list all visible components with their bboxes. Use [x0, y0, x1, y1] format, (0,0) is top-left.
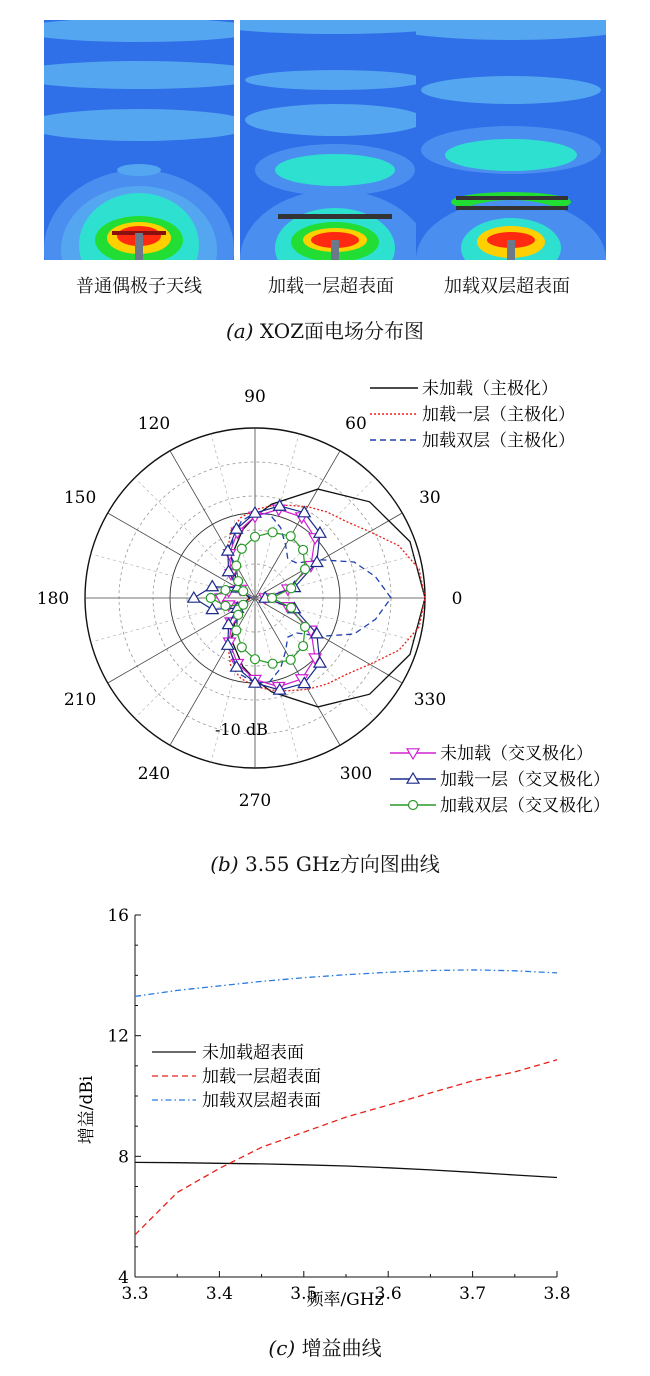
polar-marker-5-18 — [251, 655, 260, 664]
gain-xlabel: 频率/GHz — [306, 1290, 384, 1310]
polar-chart — [0, 340, 650, 850]
legend-top-label-1: 加载一层（主极化） — [422, 405, 575, 425]
angle-label-150: 150 — [63, 488, 97, 508]
angle-label-330: 330 — [413, 690, 447, 710]
polar-marker-5-21 — [299, 642, 308, 651]
gain-xtick-label-2: 3.5 — [290, 1284, 318, 1304]
polar-marker-5-5 — [268, 528, 277, 537]
polar-spoke-60 — [255, 451, 340, 598]
gain-xtick-label-5: 3.8 — [543, 1284, 571, 1304]
gain-ylabel: 增益/dBi — [77, 1075, 97, 1145]
caption-b-text: 3.55 GHz方向图曲线 — [244, 852, 440, 876]
field-image-one — [240, 20, 430, 260]
gain-ytick-label-3: 16 — [107, 906, 129, 926]
polar-marker-5-15 — [234, 610, 243, 619]
polar-marker-5-17 — [237, 643, 246, 652]
caption-c — [0, 1332, 650, 1361]
field-image-plain — [44, 20, 234, 260]
caption-b-tag: (b) — [210, 852, 239, 876]
field-image-two — [416, 20, 606, 260]
legend-bottom-marker-0 — [407, 749, 419, 759]
gain-ytick-label-1: 8 — [118, 1147, 129, 1168]
angle-label-90: 90 — [244, 387, 266, 407]
gain-legend-label-0: 未加载超表面 — [202, 1043, 304, 1063]
polar-marker-5-4 — [286, 532, 295, 541]
legend-top-label-2: 加载双层（主极化） — [422, 431, 575, 451]
polar-marker-5-2 — [301, 565, 310, 574]
polar-spoke-75 — [255, 434, 299, 598]
legend-bottom-marker-2 — [409, 801, 418, 810]
polar-marker-5-13 — [221, 601, 230, 610]
polar-marker-5-0 — [268, 594, 277, 603]
gain-legend — [152, 1042, 321, 1111]
polar-marker-5-8 — [232, 561, 241, 570]
polar-marker-5-23 — [287, 603, 296, 612]
angle-label-210: 210 — [63, 690, 97, 710]
angle-label-120: 120 — [137, 414, 171, 435]
polar-spoke-30 — [255, 513, 402, 598]
gain-ytick-label-0: 4 — [118, 1268, 129, 1288]
field-map-one — [240, 20, 430, 260]
polar-marker-5-10 — [239, 587, 248, 596]
polar-marker-5-11 — [221, 586, 230, 595]
field-map-plain — [44, 20, 234, 260]
polar-marker-5-16 — [232, 626, 241, 635]
caption-a-tag: (a) — [225, 319, 254, 343]
gain-legend-label-1: 加载一层超表面 — [202, 1067, 321, 1087]
caption-b — [0, 848, 650, 877]
legend-bottom-label-2: 加载双层（交叉极化） — [440, 796, 610, 816]
polar-marker-5-20 — [286, 655, 295, 664]
legend-top-label-0: 未加载（主极化） — [422, 379, 558, 399]
image-label-two: 加载双层超表面 — [444, 276, 570, 297]
polar-spoke-330 — [255, 598, 402, 683]
polar-marker-5-6 — [251, 532, 260, 541]
polar-marker-5-22 — [301, 622, 310, 631]
gain-xtick-label-0: 3.3 — [121, 1284, 149, 1304]
angle-label-270: 270 — [238, 791, 272, 811]
angle-label-30: 30 — [419, 488, 441, 508]
polar-marker-5-7 — [237, 544, 246, 553]
legend-top — [370, 379, 575, 451]
gain-series — [135, 970, 557, 1235]
polar-grid — [85, 428, 425, 768]
gain-series-2 — [135, 970, 557, 997]
polar-marker-5-14 — [239, 600, 248, 609]
legend-bottom-label-0: 未加载（交叉极化） — [440, 744, 593, 764]
angle-label-300: 300 — [339, 763, 373, 784]
polar-spoke-15 — [255, 554, 419, 598]
angle-label-180: 180 — [36, 589, 70, 609]
gain-axes — [107, 906, 570, 1304]
gain-series-1 — [135, 1060, 557, 1235]
gain-series-0 — [135, 1162, 557, 1177]
legend-bottom — [390, 744, 610, 816]
polar-marker-5-19 — [268, 659, 277, 668]
gain-legend-label-2: 加载双层超表面 — [202, 1091, 321, 1111]
gain-xtick-label-4: 3.7 — [459, 1284, 487, 1304]
caption-c-tag: (c) — [268, 1336, 296, 1360]
polar-marker-4-12 — [188, 592, 200, 602]
image-label-one: 加载一层超表面 — [268, 276, 394, 297]
gain-ytick-label-2: 12 — [107, 1026, 129, 1047]
gain-xtick-label-1: 3.4 — [205, 1284, 233, 1304]
image-label-plain: 普通偶极子天线 — [76, 276, 202, 297]
gain-chart — [0, 880, 650, 1320]
angle-label-60: 60 — [345, 414, 367, 435]
caption-c-text: 增益曲线 — [301, 1336, 382, 1360]
angle-label-240: 240 — [137, 763, 171, 784]
polar-marker-5-1 — [287, 584, 296, 593]
legend-bottom-label-1: 加载一层（交叉极化） — [440, 770, 610, 790]
polar-marker-5-3 — [299, 545, 308, 554]
ring-label: -10 dB — [215, 720, 268, 739]
legend-bottom-marker-1 — [407, 773, 419, 783]
polar-marker-5-12 — [206, 594, 215, 603]
gain-xtick-label-3: 3.6 — [374, 1284, 402, 1304]
polar-marker-4-13 — [206, 603, 218, 613]
angle-label-0: 0 — [451, 589, 463, 609]
polar-marker-5-9 — [234, 577, 243, 586]
field-map-two — [416, 20, 606, 260]
caption-a-text: XOZ面电场分布图 — [259, 319, 425, 343]
